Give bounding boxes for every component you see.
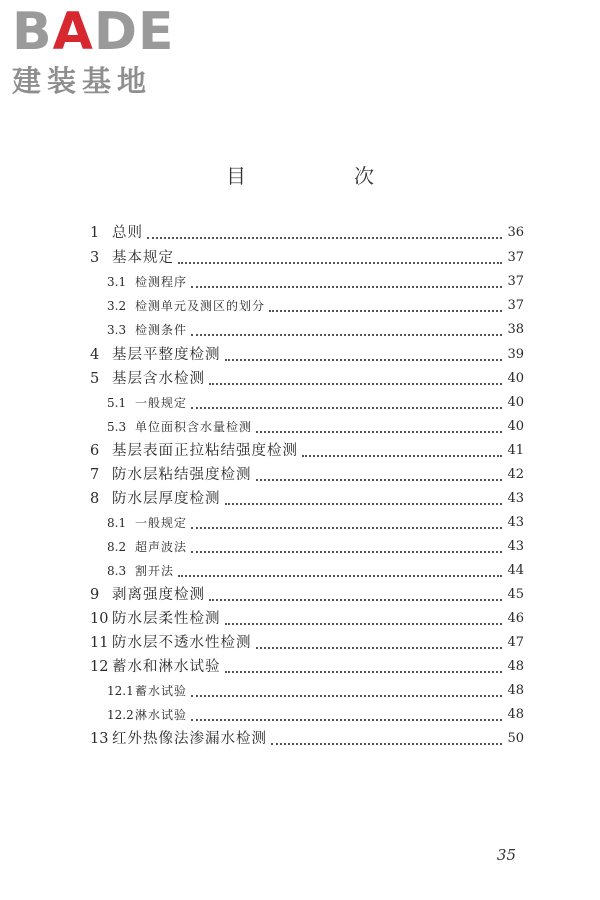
toc-leader-dots <box>209 382 502 385</box>
toc-entry-page: 47 <box>507 635 524 650</box>
toc-entry-title: 蓄水试验 <box>135 684 188 698</box>
toc-entry[interactable] <box>90 464 524 486</box>
toc-entry-page: 43 <box>507 539 524 554</box>
toc-entry-page: 42 <box>507 467 524 482</box>
toc-entry-page: 38 <box>507 322 524 337</box>
toc-entry-title: 防水层厚度检测 <box>112 491 221 507</box>
toc-entry-title: 淋水试验 <box>135 708 188 722</box>
toc-entry-page: 40 <box>507 419 524 434</box>
toc-entry-number: 3.2 <box>107 299 127 313</box>
toc-leader-dots <box>191 333 502 336</box>
toc-leader-dots <box>225 622 503 625</box>
toc-entry-number: 4 <box>90 347 100 363</box>
toc-entry[interactable] <box>107 319 524 341</box>
toc-entry[interactable] <box>90 728 524 750</box>
toc-leader-dots <box>147 236 502 239</box>
toc-leader-dots <box>191 406 502 409</box>
toc-leader-dots <box>271 742 502 745</box>
logo-subtitle: 建装基地 <box>12 64 153 98</box>
toc-leader-dots <box>256 430 502 433</box>
toc-entry-title: 基本规定 <box>112 250 174 266</box>
toc-entry-number: 5.3 <box>107 420 127 434</box>
toc-entry-title: 红外热像法渗漏水检测 <box>112 731 267 747</box>
toc-entry[interactable] <box>90 247 524 269</box>
toc-leader-dots <box>191 694 502 697</box>
toc-entry-page: 39 <box>507 347 524 362</box>
toc-entry-number: 3.3 <box>107 323 127 337</box>
toc-leader-dots <box>191 718 502 721</box>
toc-entry-number: 10 <box>90 611 109 627</box>
toc-entry-page: 45 <box>507 587 524 602</box>
toc-entry-title: 一般规定 <box>135 396 188 410</box>
toc-entry-title: 超声波法 <box>135 540 188 554</box>
toc-entry-page: 40 <box>507 395 524 410</box>
toc-entry-number: 1 <box>90 225 100 241</box>
toc-leader-dots <box>191 550 502 553</box>
logo-letters-de: DE <box>93 2 175 62</box>
page-number: 35 <box>496 846 516 864</box>
toc-entry[interactable] <box>107 416 524 438</box>
logo-letter-a: A <box>52 2 94 62</box>
toc-entry[interactable] <box>107 392 524 414</box>
toc-leader-dots <box>256 646 503 649</box>
toc-entry-title: 割开法 <box>135 564 175 578</box>
toc-entry[interactable] <box>90 344 524 366</box>
toc-leader-dots <box>209 598 502 601</box>
toc-entry[interactable] <box>90 656 524 678</box>
toc-entry-title: 基层平整度检测 <box>112 347 221 363</box>
toc-entry-page: 43 <box>507 515 524 530</box>
toc-entry[interactable] <box>90 632 524 654</box>
toc-leader-dots <box>302 454 502 457</box>
toc-entry-number: 8.2 <box>107 540 127 554</box>
toc-entry-number: 6 <box>90 443 100 459</box>
toc-entry[interactable] <box>90 584 524 606</box>
toc-entry-title: 防水层柔性检测 <box>112 611 221 627</box>
toc-entry-title: 基层含水检测 <box>112 371 205 387</box>
toc-entry-page: 43 <box>507 491 524 506</box>
toc-entry-title: 剥离强度检测 <box>112 587 205 603</box>
toc-entry[interactable] <box>107 271 524 293</box>
toc-entry[interactable] <box>90 368 524 390</box>
toc-entry-number: 12.2 <box>107 708 134 722</box>
toc-entry-title: 检测单元及测区的划分 <box>135 299 266 313</box>
toc-entry-title: 基层表面正拉粘结强度检测 <box>112 443 298 459</box>
toc-entry-title: 防水层不透水性检测 <box>112 635 252 651</box>
toc-entry-page: 41 <box>507 443 524 458</box>
toc-entry-page: 37 <box>507 250 524 265</box>
toc-entry-number: 12 <box>90 659 109 675</box>
toc-leader-dots <box>191 526 502 529</box>
toc-entry[interactable] <box>107 536 524 558</box>
toc-entry-page: 40 <box>507 371 524 386</box>
toc-entry-number: 7 <box>90 467 100 483</box>
toc-entry-page: 48 <box>507 683 524 698</box>
logo-mark <box>12 2 182 62</box>
toc-entry[interactable] <box>107 295 524 317</box>
page-title: 目 次 <box>226 164 418 188</box>
toc-entry[interactable] <box>90 608 524 630</box>
toc-entry-number: 13 <box>90 731 109 747</box>
toc-entry-page: 37 <box>507 298 524 313</box>
toc-entry-number: 8 <box>90 491 100 507</box>
toc-entry[interactable] <box>107 704 524 726</box>
toc-leader-dots <box>225 670 503 673</box>
toc-entry-title: 总则 <box>112 225 143 241</box>
toc-leader-dots <box>178 574 502 577</box>
toc-leader-dots <box>191 285 502 288</box>
toc-entry-number: 3 <box>90 250 100 266</box>
logo-letter-b: B <box>12 2 53 62</box>
toc-entry-number: 8.3 <box>107 564 127 578</box>
toc-entry-title: 防水层粘结强度检测 <box>112 467 252 483</box>
toc-entry-page: 46 <box>507 611 524 626</box>
toc-leader-dots <box>225 358 503 361</box>
toc-entry-page: 36 <box>507 225 524 240</box>
toc-entry-title: 一般规定 <box>135 516 188 530</box>
logo <box>12 2 182 98</box>
toc-entry-page: 48 <box>507 659 524 674</box>
toc-entry-page: 37 <box>507 274 524 289</box>
toc-entry[interactable] <box>90 488 524 510</box>
toc-entry-number: 5 <box>90 371 100 387</box>
toc-entry-title: 蓄水和淋水试验 <box>112 659 221 675</box>
toc-leader-dots <box>225 502 503 505</box>
toc-entry-title: 单位面积含水量检测 <box>135 420 253 434</box>
toc-entry-page: 50 <box>507 731 524 746</box>
toc-entry-number: 11 <box>90 635 109 651</box>
toc-leader-dots <box>178 261 502 264</box>
toc-entry-number: 5.1 <box>107 396 127 410</box>
toc-entry-title: 检测条件 <box>135 323 188 337</box>
toc-entry-number: 9 <box>90 587 100 603</box>
toc-entry-number: 12.1 <box>107 684 134 698</box>
toc-entry-page: 48 <box>507 707 524 722</box>
toc-entry[interactable] <box>90 440 524 462</box>
toc-entry-number: 8.1 <box>107 516 127 530</box>
toc-entry-title: 检测程序 <box>135 275 188 289</box>
toc-entry[interactable] <box>107 680 524 702</box>
toc-leader-dots <box>269 309 502 312</box>
toc-entry[interactable] <box>107 560 524 582</box>
toc-leader-dots <box>256 478 503 481</box>
toc-entry[interactable] <box>90 222 524 244</box>
toc-entry-number: 3.1 <box>107 275 127 289</box>
toc-entry[interactable] <box>107 512 524 534</box>
toc-entry-page: 44 <box>507 563 524 578</box>
